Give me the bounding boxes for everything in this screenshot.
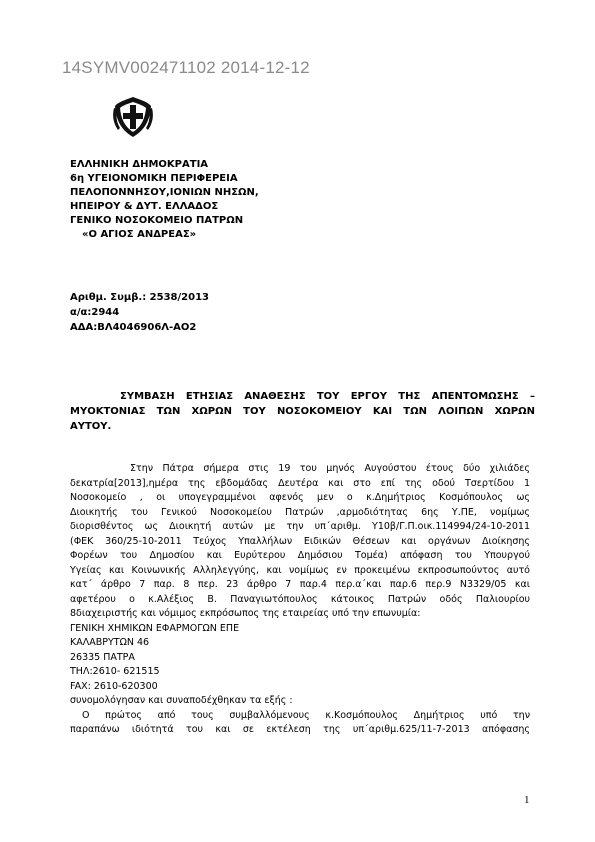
header-line: «Ο ΑΓΙΟΣ ΑΝΔΡΕΑΣ» — [82, 229, 197, 240]
body-line: Ο πρώτος από τους συμβαλλόμενους κ.Κοσμόπουλος Δημήτριος υπό την — [82, 709, 530, 721]
ada-code: ΑΔΑ:ΒΛ4046906Λ-ΑΟ2 — [70, 322, 197, 333]
contract-references — [70, 290, 209, 335]
header-line: ΠΕΛΟΠΟΝΝΗΣΟΥ,ΙΟΝΙΩΝ ΝΗΣΩΝ, — [70, 187, 259, 198]
body-line: κατ΄ άρθρο 7 παρ. 8 περ. 23 άρθρο 7 παρ.4 περ.α΄και παρ.6 περ.9 Ν3329/05 και — [70, 579, 530, 590]
body-line: Φορέων του Δημοσίου και Ευρύτερου Δημόσιου Τομέα) απόφαση του Υπουργού — [70, 550, 530, 561]
body-line: 8διαχειριστής και νόμιμος εκπρόσωπος της εταιρείας υπό την επωνυμία: — [70, 608, 421, 619]
header-line: ΓΕΝΙΚΟ ΝΟΣΟΚΟΜΕΙΟ ΠΑΤΡΩΝ — [70, 215, 244, 226]
body-line: συνομολόγησαν και συναποδέχθηκαν τα εξής : — [70, 695, 293, 706]
body-line: δεκατρία[2013],ημέρα της εβδομάδας Δευτέρα και στο επί της οδού Τσερτίδου 1 — [70, 477, 530, 489]
company-name: ΓΕΝΙΚΗ ΧΗΜΙΚΩΝ ΕΦΑΡΜΟΓΩΝ ΕΠΕ — [70, 622, 240, 634]
registry-stamp: 14SYMV002471102 2014-12-12 — [62, 58, 310, 77]
company-street: ΚΑΛΑΒΡΥΤΩΝ 46 — [70, 637, 150, 648]
title-line: ΑΥΤΟΥ. — [70, 421, 112, 432]
company-fax: FAX: 2610-620300 — [70, 680, 158, 692]
contract-body — [70, 462, 530, 738]
body-line: αφετέρου ο κ.Αλέξιος Β. Παναγιωτόπουλος κάτοικος Πατρών οδός Παλιουρίου — [70, 593, 530, 605]
header-line: ΕΛΛΗΝΙΚΗ ΔΗΜΟΚΡΑΤΙΑ — [70, 159, 209, 170]
header-line: 6η ΥΓΕΙΟΝΟΜΙΚΗ ΠΕΡΙΦΕΡΕΙΑ — [70, 173, 238, 184]
title-line: ΣΥΜΒΑΣΗ ΕΤΗΣΙΑΣ ΑΝΑΘΕΣΗΣ ΤΟΥ ΕΡΓΟΥ ΤΗΣ ΑΠΕΝΤΟΜΩΣΗΣ – — [120, 391, 535, 402]
body-line: (ΦΕΚ 360/25-10-2011 Τεύχος Υπαλλήλων Ειδικών Θέσεων και οργάνων Διοίκησης — [70, 535, 530, 547]
contract-title — [70, 389, 535, 434]
header-line: ΗΠΕΙΡΟΥ & ΔΥΤ. ΕΛΛΑΔΟΣ — [70, 201, 219, 212]
page-number: 1 — [524, 794, 530, 806]
body-line: διορισθέντος ως Διοικητή αυτών με την υπ΄αριθμ. Υ10β/Γ.Π.οικ.114994/24-10-2011 — [70, 521, 530, 532]
body-line: Νοσοκομείο , οι υπογεγραμμένοι αφενός μεν ο κ.Δημήτριος Κοσμόπουλος ως — [70, 492, 530, 503]
company-phone: ΤΗΛ:2610- 621515 — [70, 666, 160, 677]
body-line: Στην Πάτρα σήμερα στις 19 του μηνός Αυγούστου έτους δύο χιλιάδες — [130, 463, 530, 474]
body-line: Διοικητής του Γενικού Νοσοκομείου Πατρών ,αρμοδιότητας 6ης Υ.ΠΕ, νομίμως — [70, 506, 530, 518]
issuer-header — [70, 158, 259, 242]
greek-coat-of-arms-icon — [112, 94, 154, 140]
body-line: Υγείας και Κοινωνικής Αλληλεγγύης, και νομίμως εν προκειμένω εκπροσωπούντος αυτό — [70, 564, 530, 576]
company-city: 26335 ΠΑΤΡΑ — [70, 651, 135, 663]
body-line: παραπάνω ιδιότητά του και σε εκτέλεση της υπ΄αριθμ.625/11-7-2013 απόφασης — [70, 724, 530, 735]
serial-number: α/α:2944 — [70, 307, 120, 318]
contract-number: Αριθμ. Συμβ.: 2538/2013 — [70, 292, 209, 303]
title-line: ΜΥΟΚΤΟΝΙΑΣ ΤΩΝ ΧΩΡΩΝ ΤΟΥ ΝΟΣΟΚΟΜΕΙΟΥ ΚΑΙ ΤΩΝ ΛΟΙΠΩΝ ΧΩΡΩΝ — [70, 406, 535, 417]
